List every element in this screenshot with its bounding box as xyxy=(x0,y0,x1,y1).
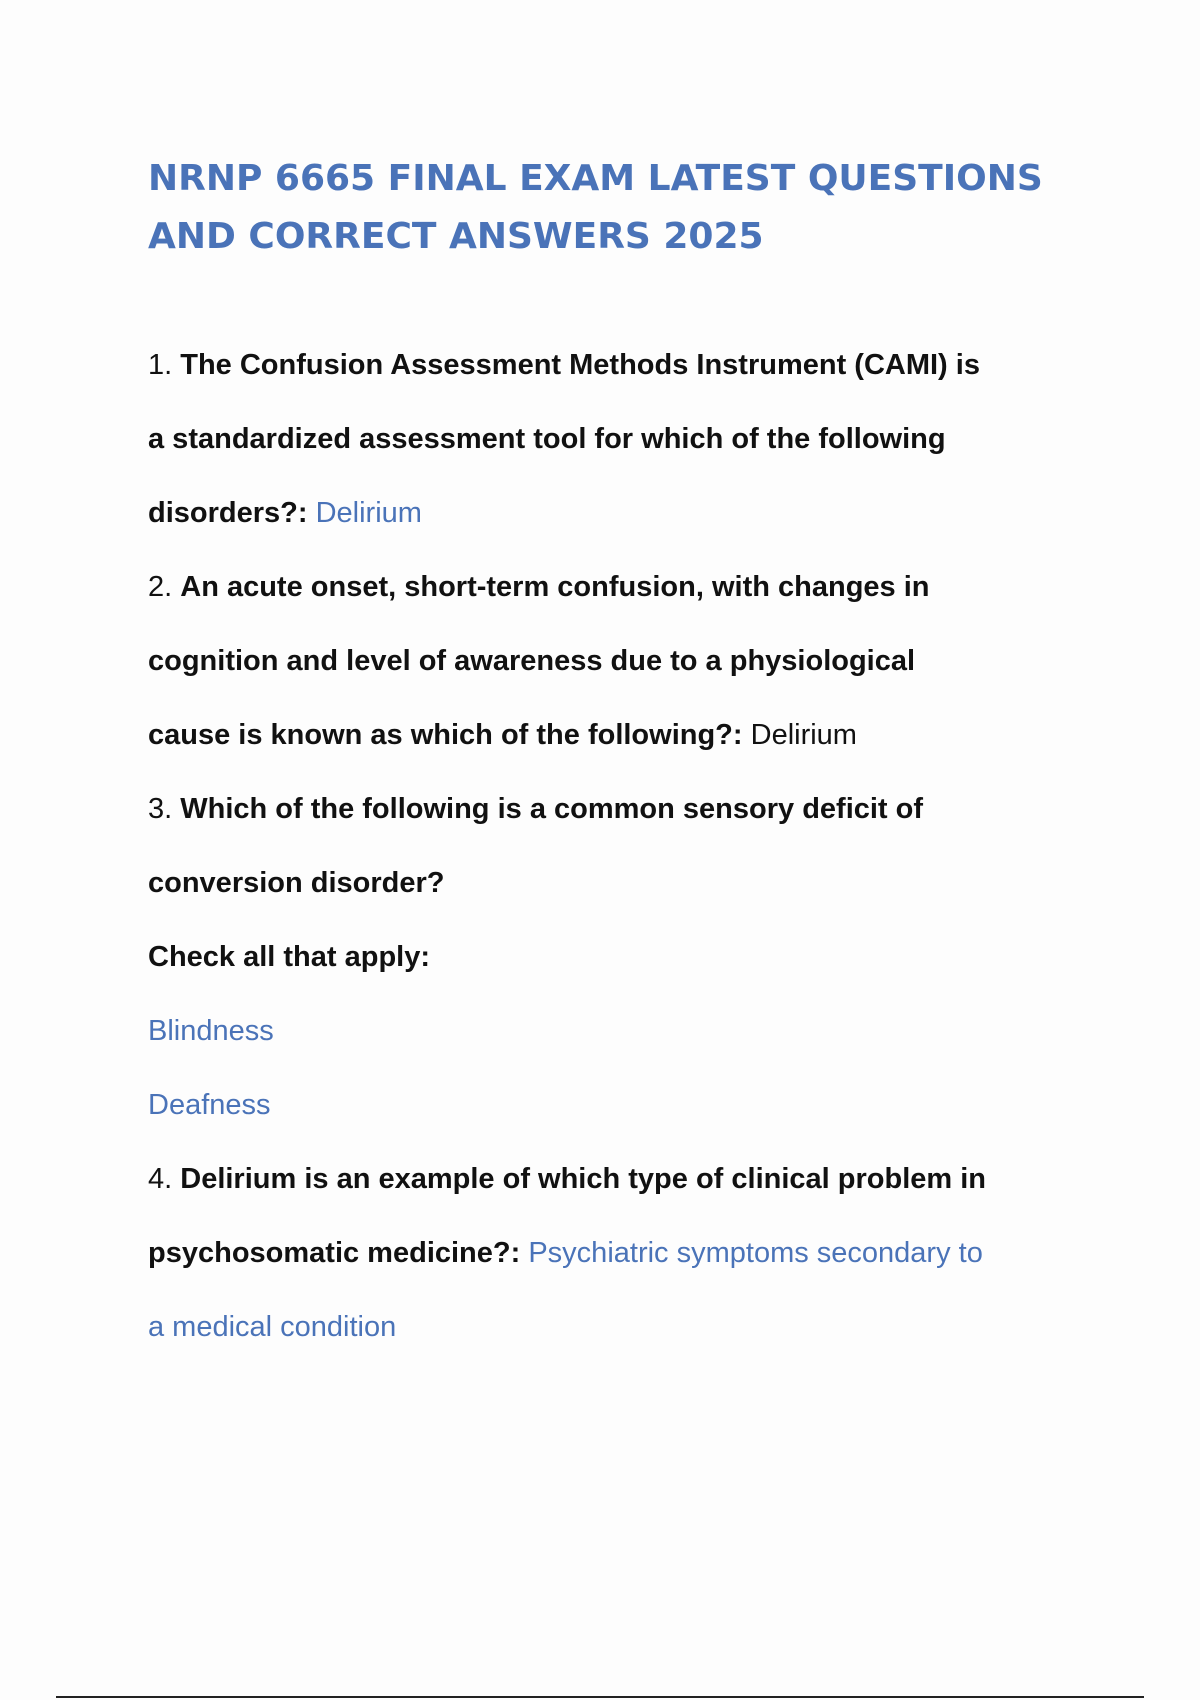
q1-line-1 xyxy=(148,328,1108,402)
question-2 xyxy=(148,550,1108,772)
q1-line-2 xyxy=(148,402,1108,476)
q4-answer-part-1: Psychiatric symptoms secondary to xyxy=(528,1237,983,1269)
q4-answer-part-2: a medical condition xyxy=(148,1311,397,1343)
title-line-2: AND CORRECT ANSWERS 2025 xyxy=(148,216,764,257)
question-1 xyxy=(148,328,1108,550)
q1-text-1: The Confusion Assessment Methods Instrument (CAMI) is xyxy=(180,349,980,381)
q2-text-1: An acute onset, short-term confusion, with changes in xyxy=(180,571,930,603)
q3-answer-2-line xyxy=(148,1068,1108,1142)
footer-divider xyxy=(56,1696,1144,1698)
q4-line-1 xyxy=(148,1142,1108,1216)
q3-number: 3. xyxy=(148,793,173,825)
q4-number: 4. xyxy=(148,1163,173,1195)
title-line-1: NRNP 6665 FINAL EXAM LATEST QUESTIONS xyxy=(148,158,1043,199)
q1-text-3: disorders?: xyxy=(148,497,308,529)
q2-text-2: cognition and level of awareness due to a physiological xyxy=(148,645,916,677)
q2-text-3: cause is known as which of the following?: xyxy=(148,719,743,751)
q3-text-1: Which of the following is a common sensory deficit of xyxy=(180,793,924,825)
question-3 xyxy=(148,772,1108,1142)
q1-line-3 xyxy=(148,476,1108,550)
q3-check-all: Check all that apply: xyxy=(148,941,431,973)
q2-line-1 xyxy=(148,550,1108,624)
q3-answer-blindness: Blindness xyxy=(148,1015,274,1047)
q3-text-2: conversion disorder? xyxy=(148,867,445,899)
q1-answer: Delirium xyxy=(315,497,422,529)
q4-line-2 xyxy=(148,1216,1108,1290)
q4-text-2: psychosomatic medicine?: xyxy=(148,1237,521,1269)
question-list xyxy=(148,328,1108,1364)
q2-number: 2. xyxy=(148,571,173,603)
q3-line-1 xyxy=(148,772,1108,846)
q4-text-1: Delirium is an example of which type of clinical problem in xyxy=(180,1163,986,1195)
q1-text-2: a standardized assessment tool for which of the following xyxy=(148,423,946,455)
q4-line-3 xyxy=(148,1290,1108,1364)
q2-answer: Delirium xyxy=(750,719,857,751)
question-4 xyxy=(148,1142,1108,1364)
document-title xyxy=(148,150,1108,266)
q1-number: 1. xyxy=(148,349,173,381)
q2-line-2 xyxy=(148,624,1108,698)
q3-answer-1-line xyxy=(148,994,1108,1068)
q3-line-2 xyxy=(148,846,1108,920)
q3-line-3 xyxy=(148,920,1108,994)
q3-answer-deafness: Deafness xyxy=(148,1089,271,1121)
q2-line-3 xyxy=(148,698,1108,772)
